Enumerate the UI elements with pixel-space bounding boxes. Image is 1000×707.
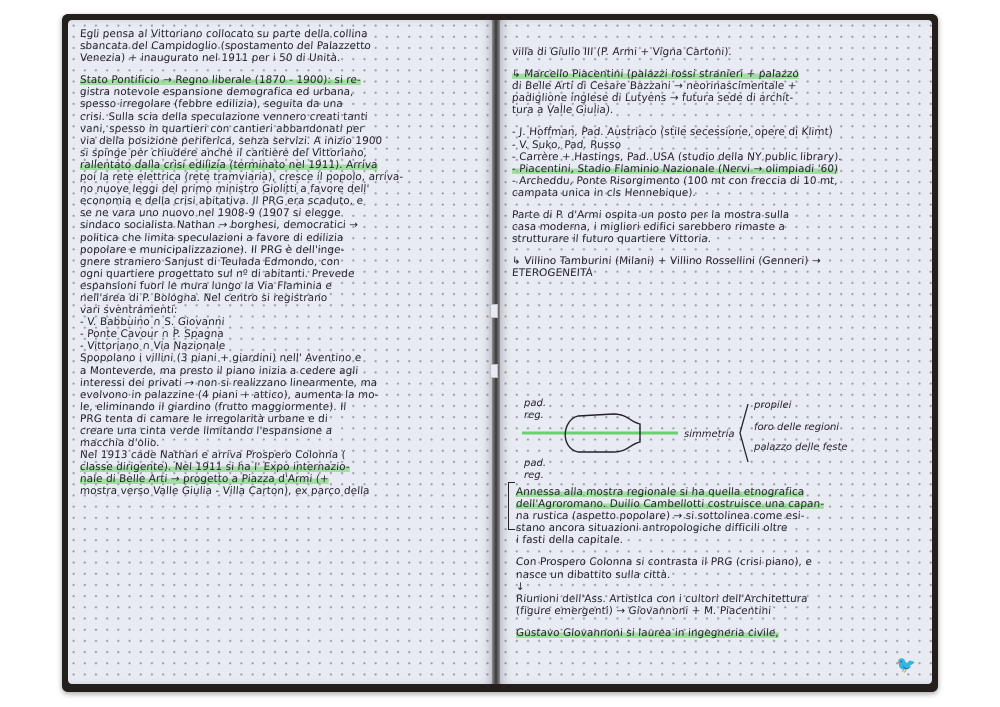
- note-line-text: crisi. Sulla scia della speculazione vennero creati tanti: [79, 110, 369, 123]
- note-line: [80, 352, 485, 364]
- note-line: [80, 64, 485, 74]
- note-line: [516, 486, 925, 498]
- note-line: [80, 183, 485, 195]
- note-line-text: rallentato dalla crisi edilizia (terminato nel 1911). Arriva: [79, 158, 378, 171]
- note-line: [516, 534, 925, 546]
- note-line: [516, 510, 925, 522]
- note-line-text: nell'area di P. Bologna. Nel centro si registrano: [79, 291, 328, 304]
- note-line: [516, 556, 925, 568]
- diagram-brace: [740, 404, 748, 462]
- diagram-label-reg-1: reg.: [524, 410, 544, 421]
- note-line-text: stano ancora situazioni antropologiche difficili oltre: [515, 522, 788, 535]
- note-line-text: nasce un dibattito sulla città.: [515, 568, 671, 581]
- note-line-text: via della posizione periferica, senza servizi. A inizio 1900: [79, 134, 383, 147]
- page-tab: [490, 364, 498, 378]
- note-line: [512, 116, 925, 126]
- note-line-text: mostra verso Valle Giulia - Villa Carton), ex parco della: [79, 485, 371, 498]
- diagram-label-palazzo: palazzo delle feste: [754, 442, 848, 453]
- note-line: [80, 171, 485, 183]
- diagram-label-reg-2: reg.: [524, 470, 544, 481]
- note-line-text: se ne vara uno nuovo nel 1908-9 (1907 si elegge: [79, 207, 342, 220]
- note-line: [80, 195, 485, 207]
- note-line: [80, 340, 485, 352]
- note-line: [80, 485, 485, 497]
- note-line: [512, 187, 925, 199]
- note-line-text: (figure emergenti) → Giovannoni + M. Piacentini: [515, 604, 772, 617]
- note-line-text: Venezia) + inaugurato nel 1911 per i 50 di Unità.: [79, 52, 341, 65]
- note-line: [80, 316, 485, 328]
- note-line: [80, 135, 485, 147]
- note-line: [512, 139, 925, 151]
- notebook-spine: [492, 20, 500, 684]
- note-line-text: politica che limita speculazioni a favore di edilizia: [79, 231, 344, 244]
- note-line: [80, 147, 485, 159]
- note-line: [516, 627, 925, 639]
- note-line: [512, 104, 925, 116]
- left-page: [68, 20, 492, 684]
- diagram-label-pad-2: pad.: [524, 458, 547, 469]
- note-line: [80, 389, 485, 401]
- note-line-text: villa di Giulio III (P. Armi + Vigna Cartoni).: [511, 46, 733, 58]
- note-line: [80, 292, 485, 304]
- note-line: [512, 245, 925, 255]
- note-line-text: - Vittoriano ∩ Via Nazionale: [79, 340, 226, 353]
- note-line: [516, 605, 925, 617]
- note-line: [80, 159, 485, 171]
- note-line: [80, 111, 485, 123]
- right-page: [500, 20, 932, 684]
- note-line: [512, 46, 925, 58]
- note-line: [516, 593, 925, 605]
- note-line: [512, 68, 925, 80]
- note-line: [512, 221, 925, 233]
- note-line-text: Parte di P. d'Armi ospita un posto per la mostra sulla: [511, 209, 790, 222]
- note-line-text: - J. Hoffman, Pad. Austriaco (stile secessione, opere di Klimt): [511, 126, 834, 139]
- note-line: [80, 268, 485, 280]
- note-line: [516, 617, 925, 627]
- note-line: [80, 449, 485, 461]
- note-line-text: ↳ Villino Tamburini (Milani) + Villino Rossellini (Genneri) →: [511, 255, 822, 268]
- note-line-text: tura a Valle Giulia).: [511, 104, 614, 117]
- note-line-text: na rustica (aspetto popolare) → si sottolinea come esi-: [515, 510, 806, 523]
- note-line-text: - Piacentini, Stadio Flaminio Nazionale (Nervi → olimpiadi '60): [511, 162, 839, 175]
- note-line-text: Nel 1913 cade Nathan e arriva Prospero Colonna (: [79, 449, 347, 462]
- diagram-label-pad-1: pad.: [524, 398, 547, 409]
- note-line: [80, 40, 485, 52]
- note-line: [516, 546, 925, 556]
- left-page-text: [80, 28, 484, 498]
- note-line: [512, 151, 925, 163]
- note-line: [512, 163, 925, 175]
- note-line-text: gnere straniero Sanjust di Teulada Edmondo, con: [79, 255, 341, 268]
- note-line-text: strutturare il futuro quartiere Vittoria.: [511, 233, 712, 246]
- diagram-label-propilei: propilei: [754, 400, 792, 411]
- note-line: [516, 498, 925, 510]
- note-line: [516, 581, 925, 593]
- note-line: [512, 199, 925, 209]
- note-line-text: classe dirigente). Nel 1911 si ha l' Expo internazio-: [79, 461, 351, 474]
- note-line-text: - Ponte Cavour ∩ P. Spagna: [79, 328, 225, 341]
- note-line: [512, 58, 925, 68]
- note-line-text: macchia d'olio.: [79, 437, 161, 450]
- note-line: [516, 569, 925, 581]
- symmetry-diagram: [508, 386, 928, 486]
- note-line: [80, 461, 485, 473]
- diagram-label-simmetria: simmetria: [684, 429, 735, 440]
- notebook: [62, 14, 938, 692]
- note-line-text: interessi dei privati → non si realizzano linearmente, ma: [79, 376, 378, 389]
- note-line: [512, 233, 925, 245]
- note-line-text: padiglione inglese di Lutyens → futura sede di archit-: [511, 92, 794, 105]
- note-line-text: poi la rete elettrica (rete tramviaria), cresce il popolo, arriva-: [79, 171, 404, 184]
- note-line: [512, 80, 925, 92]
- note-line-text: Stato Pontificio → Regno liberale (1870 - 1900): si re-: [79, 74, 362, 87]
- note-line-text: ↓: [515, 580, 526, 593]
- note-line: [80, 256, 485, 268]
- note-line-text: Egli pensa al Vittoriano collocato su parte della collina: [79, 28, 369, 40]
- note-line-text: di Belle Arti di Cesare Bazzani → neorinascimentale +: [511, 80, 797, 93]
- note-line-text: creare una cinta verde limitando l'espansione a: [79, 425, 333, 437]
- note-line: [80, 377, 485, 389]
- annotation-bracket: [508, 482, 515, 530]
- note-line-text: Con Prospero Colonna si contrasta il PRG (crisi piano), e: [515, 556, 813, 569]
- note-line: [512, 255, 925, 267]
- note-line-text: si spinge per chiudere anche il cantiere del Vittoriano,: [79, 146, 368, 159]
- note-line: [512, 92, 925, 104]
- note-line-text: Riunioni dell'Ass. Artistica con i cultori dell'Architettura: [515, 592, 809, 605]
- note-line: [80, 219, 485, 231]
- note-line-text: ↳ Marcello Piacentini (palazzi rossi stranieri + palazzo: [511, 68, 800, 81]
- right-page-top-text: [512, 46, 924, 280]
- note-line-text: Spopolano i villini (3 piani + giardini) nell' Aventino e: [79, 352, 362, 365]
- note-line-text: gistra notevole espansione demografica ed urbana,: [79, 86, 355, 99]
- note-line-text: popolare e municipalizzazione). Il PRG è dell'inge-: [79, 243, 345, 256]
- note-line: [80, 425, 485, 437]
- note-line: [80, 98, 485, 110]
- note-line: [80, 244, 485, 256]
- right-page-bottom-text: [516, 486, 924, 639]
- note-line-text: ogni quartiere progettato sul nº di abitanti. Prevede: [79, 267, 355, 280]
- note-line-text: casa moderna, i migliori edifici sarebbero rimaste a: [511, 221, 786, 234]
- note-line-text: vani, spesso in quartieri con cantieri abbandonati per: [79, 122, 365, 135]
- note-line-text: espansioni fuori le mura lungo la Via Flaminia e: [79, 279, 333, 292]
- page-tab: [490, 304, 498, 318]
- note-line-text: le, eliminando il giardino (frutto maggiormente). Il: [79, 400, 347, 413]
- note-line: [512, 175, 925, 187]
- note-line-text: - Archeddu, Ponte Risorgimento (100 mt con freccia di 10 mt,: [511, 174, 839, 187]
- note-line-text: PRG tenta di camare le irregolarità urbane e di: [79, 412, 329, 425]
- note-line-text: ETEROGENEITÀ: [511, 267, 594, 280]
- note-line-text: - Carrère + Hastings, Pad. USA (studio della NY public library).: [511, 150, 843, 163]
- note-line: [80, 74, 485, 86]
- note-line-text: - V. Suko, Pad. Russo: [511, 138, 622, 151]
- note-line-text: sbancata del Campidoglio (spostamento del Palazzetto: [79, 40, 372, 53]
- note-line: [512, 126, 925, 138]
- note-line-text: economia e della crisi abitativa. Il PRG era scaduto, e: [79, 195, 364, 208]
- note-line-text: a Monteverde, ma presto il piano inizia a cedere agli: [79, 364, 359, 377]
- note-line-text: Annessa alla mostra regionale si ha quella etnografica: [515, 486, 805, 498]
- note-line: [80, 207, 485, 219]
- note-line-text: Gustavo Giovannoni si laurea in ingegneria civile,: [515, 626, 780, 639]
- note-line-text: spesso irregolare (febbre edilizia), seguita da una: [79, 98, 344, 111]
- note-line: [80, 365, 485, 377]
- note-line: [80, 52, 485, 64]
- note-line-text: campata unica in cls Hennebique).: [511, 186, 697, 199]
- note-line: [80, 86, 485, 98]
- note-line-text: dell'Agroromano. Duilio Cambellotti costruisce una capan-: [515, 498, 825, 511]
- note-line: [80, 437, 485, 449]
- note-line: [80, 304, 485, 316]
- note-line-text: - V. Babbuino ∩ S. Giovanni: [79, 316, 225, 329]
- note-line: [512, 209, 925, 221]
- note-line: [80, 401, 485, 413]
- note-line-text: vari sventramenti:: [79, 304, 179, 317]
- note-line-text: sindaco socialista Nathan → borghesi, democratici →: [79, 219, 359, 232]
- note-line: [80, 473, 485, 485]
- note-line-text: nale di Belle Arti → progetto a Piazza d'Armi (+: [79, 473, 330, 486]
- note-line-text: evolvono in palazzine (4 piani + attico), aumenta la mo-: [79, 388, 380, 401]
- diagram-label-foro: foro delle regioni: [754, 422, 840, 433]
- note-line: [80, 328, 485, 340]
- note-line-text: i fasti della capitale.: [515, 534, 624, 547]
- note-line: [80, 413, 485, 425]
- note-line: [80, 280, 485, 292]
- doodle-icon: 🐦: [896, 655, 916, 674]
- note-line: [80, 123, 485, 135]
- note-line: [80, 28, 485, 40]
- note-line: [512, 267, 925, 279]
- note-line: [516, 522, 925, 534]
- note-line-text: no nuove leggi del primo ministro Giolitti a favore dell': [79, 183, 370, 196]
- note-line: [80, 232, 485, 244]
